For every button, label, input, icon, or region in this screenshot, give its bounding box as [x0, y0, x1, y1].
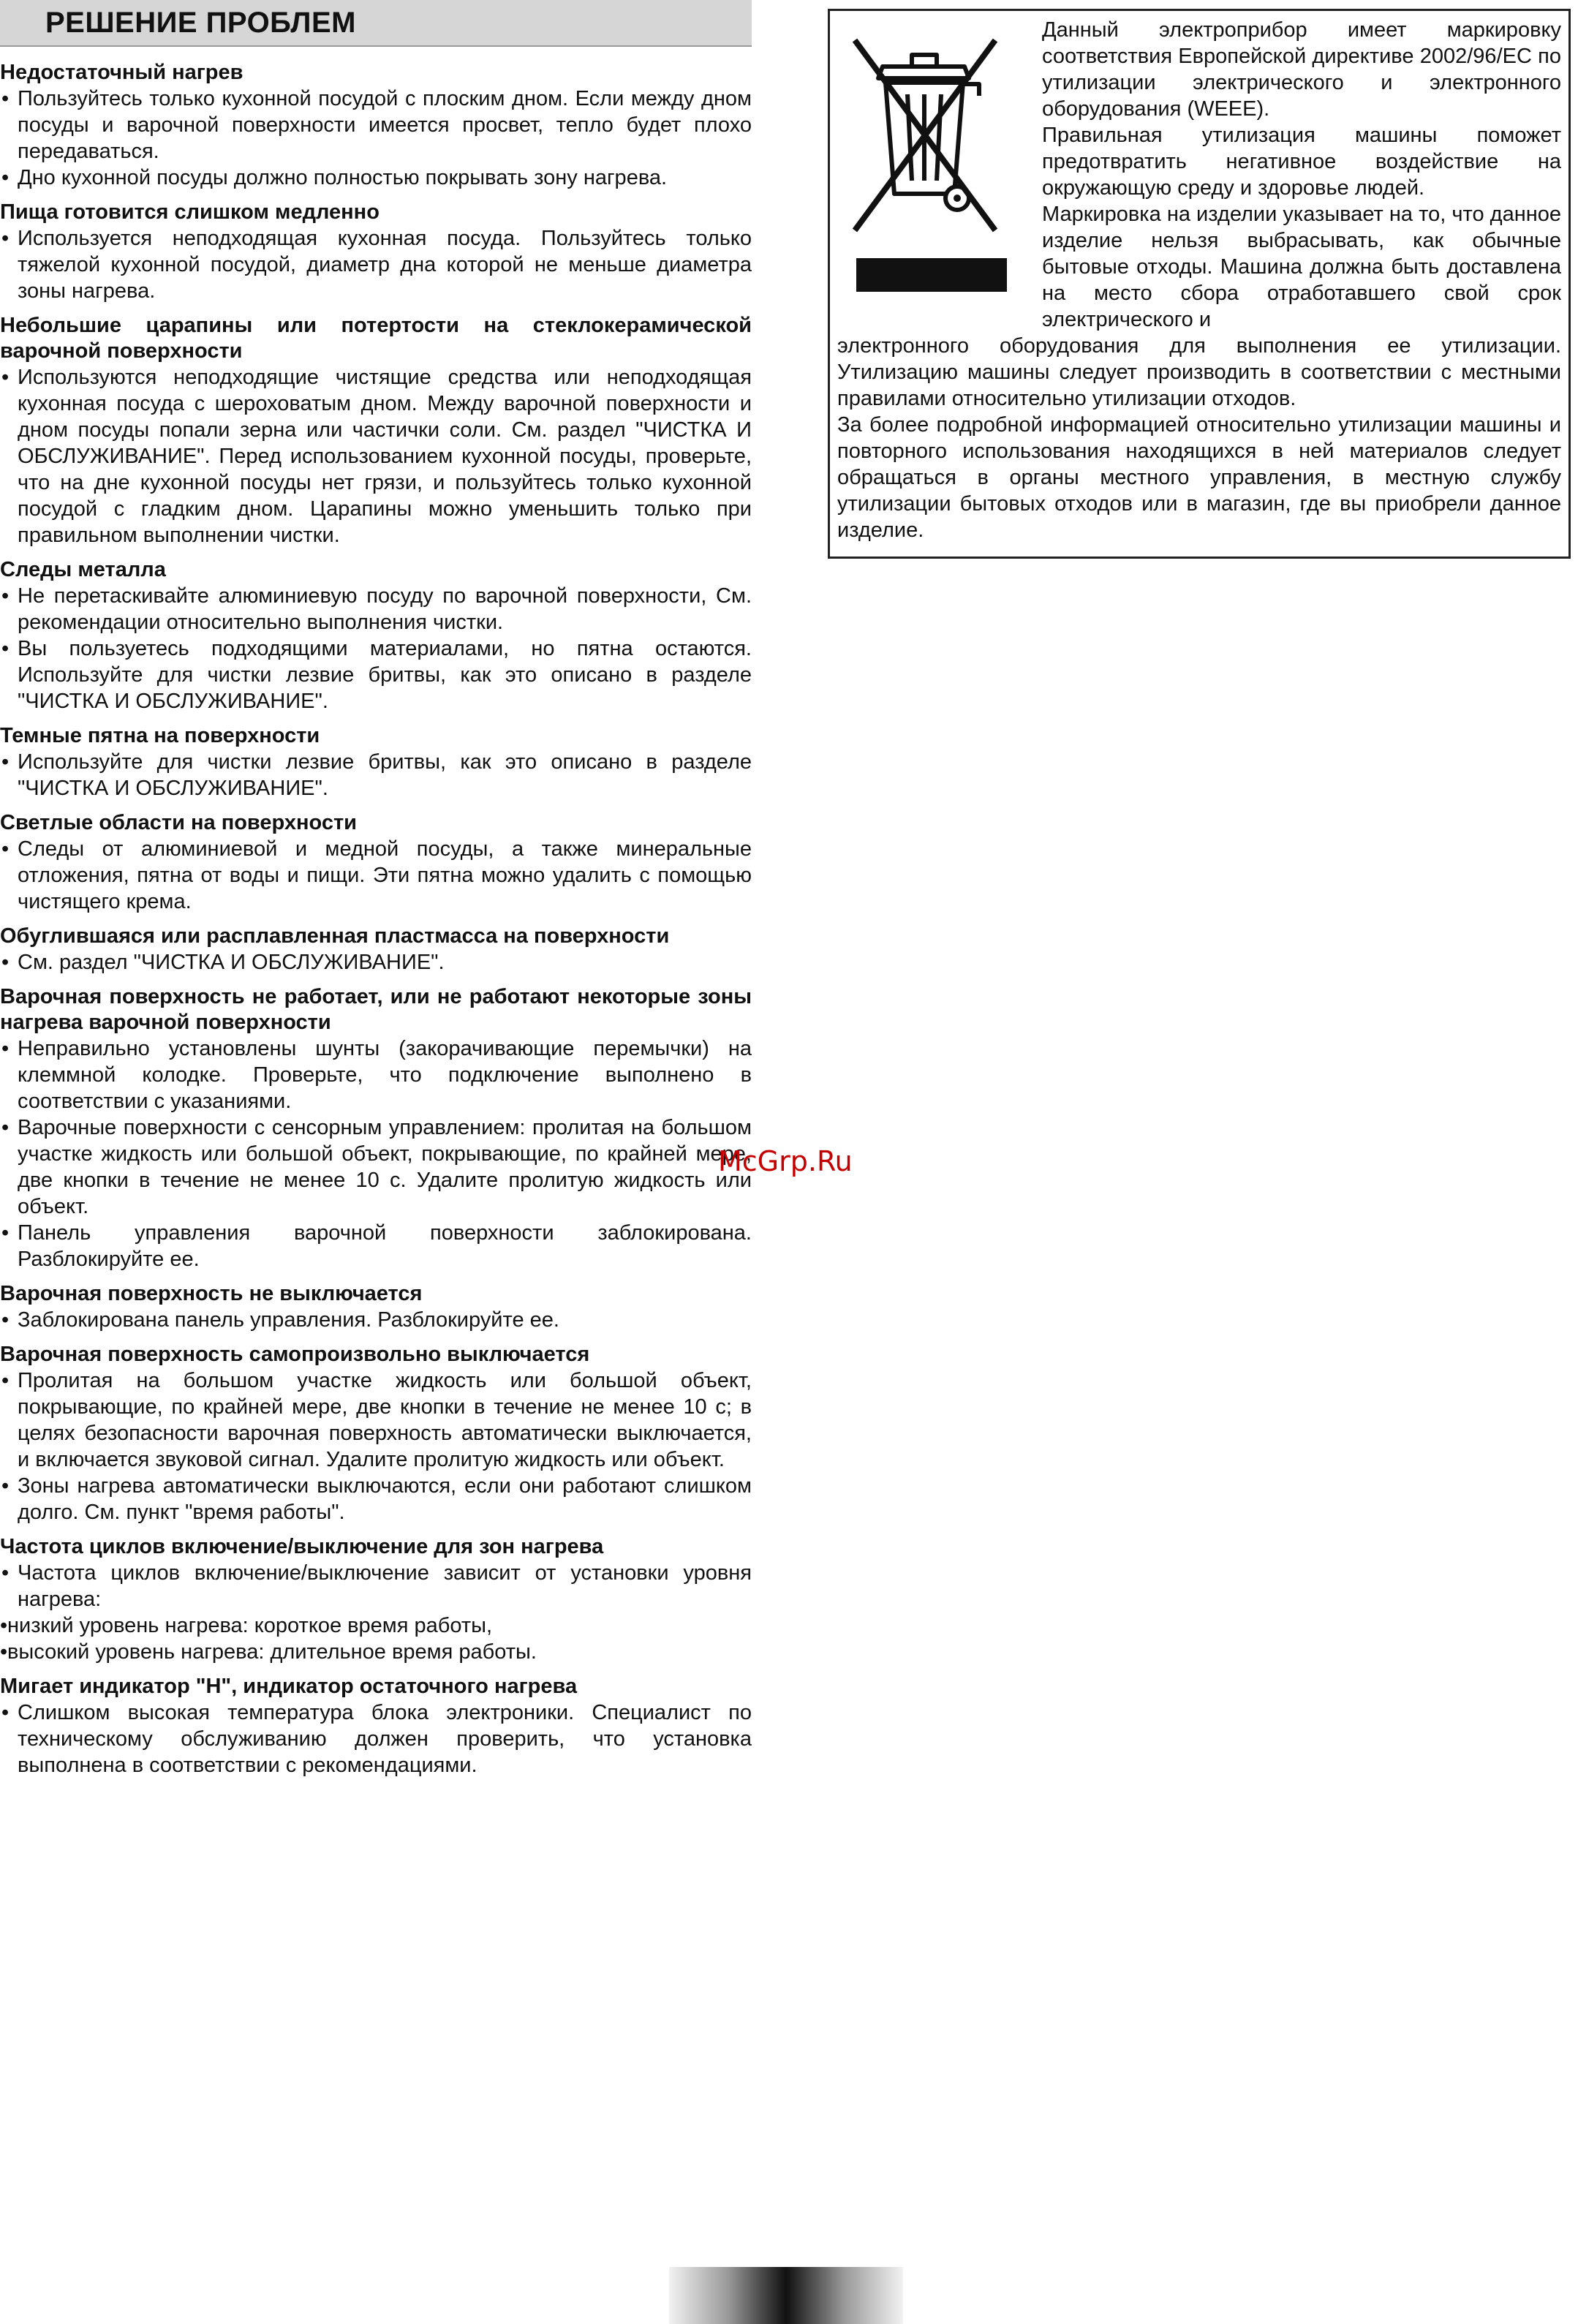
- page-number-tab: [669, 2267, 903, 2324]
- list-item: [0, 583, 752, 635]
- section-heading: Темные пятна на поверхности: [0, 724, 320, 747]
- list-item: [0, 836, 752, 915]
- item-text: Используются неподходящие чистящие средства или неподходящая кухонная посуда с шероховатым дном. Между варочной поверхности и дном посуды попали зерна или частички соли. См. раздел "ЧИСТКА И ОБСЛУЖИВАНИЕ". Перед использованием кухонной посуды, проверьте, что на дне кухонной посуды нет грязи, и пользуйтесь только кухонной посудой с гладким дном. Царапины можно уменьшить только при правильном выполнении чистки.: [18, 366, 752, 547]
- weee-paragraph: Маркировка на изделии указывает на то, что данное изделие нельзя выбрасывать, как обычные бытовые отходы. Машина должна быть доставлена на место сбора отработавшего свой срок электрического и: [1042, 203, 1561, 331]
- weee-black-bar: [856, 258, 1007, 292]
- crossed-out-wheelie-bin-icon: [840, 24, 1008, 302]
- list-item: [0, 1699, 752, 1778]
- bullet-mark: •: [1, 951, 10, 974]
- item-text: См. раздел "ЧИСТКА И ОБСЛУЖИВАНИЕ".: [18, 951, 445, 974]
- item-text: Варочные поверхности с сенсорным управлением: пролитая на большом участке жидкость или большой объект, покрывающие, по крайней мере, две кнопки в течение не менее 10 с. Удалите пролитую жидкость или объект.: [18, 1116, 752, 1218]
- sub-item-text: высокий уровень нагрева: длительное время работы.: [7, 1640, 537, 1664]
- section-heading: Следы металла: [0, 558, 166, 581]
- sub-list-item: [0, 1639, 752, 1665]
- list-item: [0, 1220, 752, 1272]
- section-heading: Небольшие царапины или потертости на стеклокерамической варочной поверхности: [0, 314, 752, 363]
- section-hob-switches-off: [0, 1342, 752, 1525]
- bullet-mark: •: [0, 1614, 8, 1637]
- section-heading: Недостаточный нагрев: [0, 61, 244, 84]
- bullet-mark: •: [1, 166, 10, 189]
- bullet-mark: •: [1, 837, 10, 861]
- list-item: [0, 1473, 752, 1525]
- list-item: [0, 1560, 752, 1612]
- item-text: Частота циклов включение/выключение зависит от установки уровня нагрева:: [18, 1561, 752, 1611]
- list-item: [0, 1035, 752, 1114]
- item-text: Панель управления варочной поверхности заблокирована. Разблокируйте ее.: [18, 1221, 752, 1271]
- list-item: [0, 635, 752, 714]
- item-text: Используйте для чистки лезвие бритвы, как это описано в разделе "ЧИСТКА И ОБСЛУЖИВАНИЕ".: [18, 750, 752, 800]
- troubleshooting-column: [0, 0, 752, 1787]
- section-scratches: [0, 313, 752, 548]
- bullet-mark: •: [1, 366, 10, 389]
- item-text: Слишком высокая температура блока электроники. Специалист по техническому обслуживанию должен проверить, что установка выполнена в соответствии с рекомендациями.: [18, 1701, 752, 1777]
- section-heading: Светлые области на поверхности: [0, 811, 357, 834]
- bullet-mark: •: [1, 1369, 10, 1392]
- weee-paragraph: электронного оборудования для выполнения ее утилизации. Утилизацию машины следует производить в соответствии с местными правилами относительно утилизации отходов.: [837, 334, 1561, 410]
- section-slow-cooking: [0, 200, 752, 304]
- section-hob-not-working: [0, 984, 752, 1272]
- title-bar: [0, 0, 752, 47]
- bullet-mark: •: [1, 1037, 10, 1060]
- list-item: [0, 364, 752, 548]
- list-item: [0, 86, 752, 165]
- watermark: McGrp.Ru: [718, 1145, 853, 1177]
- section-melted-plastic: [0, 924, 752, 976]
- section-heading: Мигает индикатор "H", индикатор остаточного нагрева: [0, 1675, 578, 1698]
- item-text: Заблокирована панель управления. Разблокируйте ее.: [18, 1308, 559, 1332]
- bullet-mark: •: [1, 1701, 10, 1724]
- item-text: Пользуйтесь только кухонной посудой с плоским дном. Если между дном посуды и варочной поверхности имеется просвет, тепло будет плохо передаваться.: [18, 87, 752, 163]
- list-item: [0, 225, 752, 304]
- section-dark-spots: [0, 723, 752, 801]
- bullet-mark: •: [1, 1221, 10, 1245]
- bullet-mark: •: [1, 227, 10, 250]
- bullet-mark: •: [1, 1308, 10, 1332]
- list-item: [0, 165, 752, 191]
- section-hob-not-switching-off: [0, 1281, 752, 1333]
- page-title: РЕШЕНИЕ ПРОБЛЕМ: [45, 6, 356, 39]
- bullet-mark: •: [1, 1116, 10, 1139]
- item-text: Пролитая на большом участке жидкость или большой объект, покрывающие, по крайней мере, две кнопки в течение не менее 10 с; в целях безопасности варочная поверхность автоматически выключается, и включается звуковой сигнал. Удалите пролитую жидкость или объект.: [18, 1369, 752, 1471]
- bullet-mark: •: [1, 750, 10, 774]
- section-insufficient-heating: [0, 60, 752, 191]
- sub-list-item: [0, 1612, 752, 1639]
- list-item: [0, 1367, 752, 1473]
- section-h-indicator: [0, 1674, 752, 1778]
- item-text: Следы от алюминиевой и медной посуды, а также минеральные отложения, пятна от воды и пищи. Эти пятна можно удалить с помощью чистящего крема.: [18, 837, 752, 913]
- weee-paragraph: За более подробной информацией относительно утилизации машины и повторного использования находящихся в ней материалов следует обращаться в органы местного управления, в местную службу утилизации бытовых отходов или в магазин, где вы приобрели данное изделие.: [837, 413, 1561, 542]
- weee-paragraph: Правильная утилизация машины поможет предотвратить негативное воздействие на окружающую среду и здоровье людей.: [1042, 124, 1561, 200]
- section-cycle-frequency: [0, 1534, 752, 1665]
- item-text: Используется неподходящая кухонная посуда. Пользуйтесь только тяжелой кухонной посудой, диаметр дна которой не меньше диаметра зоны нагрева.: [18, 227, 752, 303]
- section-heading: Пища готовится слишком медленно: [0, 200, 380, 224]
- list-item: [0, 1307, 752, 1333]
- sub-item-text: низкий уровень нагрева: короткое время работы,: [7, 1614, 493, 1637]
- section-heading: Частота циклов включение/выключение для зон нагрева: [0, 1535, 604, 1558]
- weee-notice-box: [828, 9, 1571, 559]
- wheelie-bin-graphic: [840, 24, 1008, 258]
- bullet-mark: •: [1, 1561, 10, 1585]
- item-text: Не перетаскивайте алюминиевую посуду по варочной поверхности, См. рекомендации относительно выполнения чистки.: [18, 584, 752, 634]
- weee-paragraph: Данный электроприбор имеет маркировку соответствия Европейской директиве 2002/96/EC по утилизации электрического и электронного оборудования (WEEE).: [1042, 18, 1561, 121]
- bullet-mark: •: [1, 87, 10, 110]
- section-light-areas: [0, 810, 752, 915]
- section-heading: Варочная поверхность самопроизвольно выключается: [0, 1343, 590, 1366]
- item-text: Зоны нагрева автоматически выключаются, если они работают слишком долго. См. пункт "время работы".: [18, 1474, 752, 1524]
- troubleshooting-sections: [0, 60, 752, 1778]
- list-item: [0, 1114, 752, 1220]
- bullet-mark: •: [1, 637, 10, 660]
- weee-indented-block: [1042, 17, 1561, 333]
- section-heading: Варочная поверхность не работает, или не работают некоторые зоны нагрева варочной поверхности: [0, 985, 752, 1034]
- section-heading: Варочная поверхность не выключается: [0, 1282, 423, 1305]
- section-metal-marks: [0, 557, 752, 714]
- list-item: [0, 949, 752, 976]
- list-item: [0, 749, 752, 801]
- item-text: Дно кухонной посуды должно полностью покрывать зону нагрева.: [18, 166, 668, 189]
- bullet-mark: •: [0, 1640, 8, 1664]
- bullet-mark: •: [1, 1474, 10, 1498]
- section-heading: Обуглившаяся или расплавленная пластмасса на поверхности: [0, 924, 670, 948]
- item-text: Вы пользуетесь подходящими материалами, но пятна остаются. Используйте для чистки лезвие бритвы, как это описано в разделе "ЧИСТКА И ОБСЛУЖИВАНИЕ".: [18, 637, 752, 713]
- bullet-mark: •: [1, 584, 10, 608]
- item-text: Неправильно установлены шунты (закорачивающие перемычки) на клеммной колодке. Проверьте, что подключение выполнено в соответствии с указаниями.: [18, 1037, 752, 1113]
